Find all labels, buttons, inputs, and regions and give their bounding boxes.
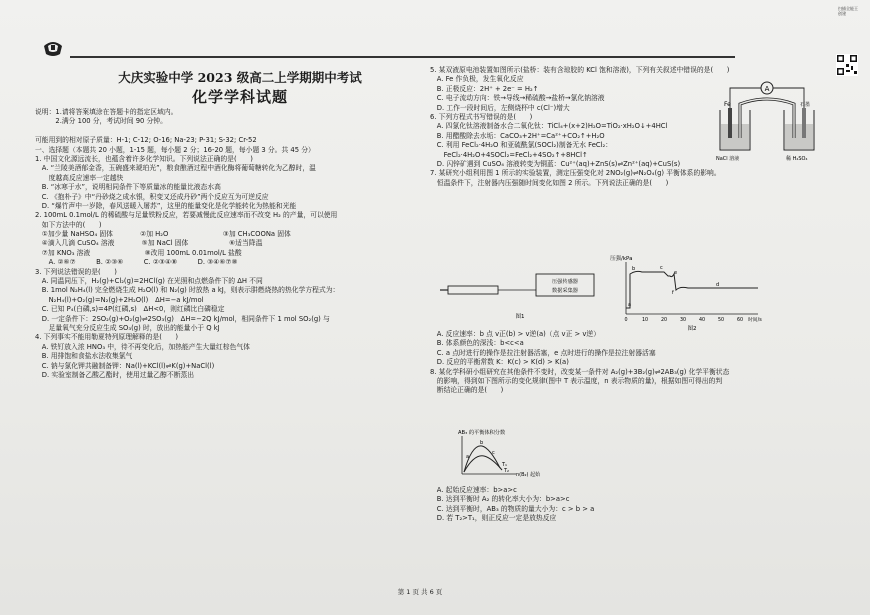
text-line: D. 实验室制备乙酸乙酯时，使用过量乙醇不断蒸出	[35, 370, 195, 379]
text-line: 一、选择题（本题共 20 小题，1-15 题，每小题 2 分；16-20 题，每小题 3 分。共 45 分）	[35, 145, 315, 154]
text-line: 可能用到的相对原子质量：H-1; C-12; O-16; Na-23; P-31; S-32; Cr-52	[35, 136, 257, 145]
x-tick: 40	[698, 318, 706, 323]
text-line: 7. 某研究小组利用图 1 所示的实验装置，测定压强变化对 2NO₂(g)⇌N₂O₄(g) 平衡体系的影响。	[430, 169, 721, 178]
figure-q7-pressure-chart	[608, 252, 768, 332]
text-line: A. 反应速率：b 点 v正(b) > v逆(a)（点 v正 > v逆）	[430, 330, 601, 338]
text-line: 断结论正确的是( )	[430, 386, 504, 395]
x-tick: 30	[679, 318, 687, 323]
text-line: D. 反应的平衡常数 K：K(c) > K(d) > K(a)	[430, 358, 569, 367]
curve-t2: T₂	[504, 468, 510, 474]
figure-q7-syringe	[440, 262, 600, 322]
text-line: B. 达到平衡时 A₂ 的转化率大小为：b>a>c	[430, 495, 570, 504]
exam-subtitle: 化学学科试题	[191, 88, 288, 106]
sensor-label: 压强传感器	[552, 279, 578, 285]
text-line	[35, 127, 420, 136]
text-line: 恒温条件下，注射器内压强随时间变化如图 2 所示。下列说法正确的是( )	[430, 178, 669, 187]
exam-title: 大庆实验中学 2023 级高二上学期期中考试	[118, 70, 362, 85]
x-tick: 0	[624, 318, 628, 323]
figure-q5-cell	[712, 78, 822, 162]
text-line: N₂H₄(l)+O₂(g)=N₂(g)+2H₂O(l) ΔH=−a kJ/mol	[35, 295, 204, 304]
text-line: B. “冰寒于水”，说明相同条件下等质量冰的能量比液态水高	[35, 183, 221, 192]
text-line: 4. 下列事实不能用勒夏特列原理解释的是( )	[35, 333, 179, 342]
q8-y-label: AB₃ 的平衡体积分数	[458, 430, 506, 436]
point-d: d	[716, 282, 720, 288]
q8-point-b: b	[480, 440, 484, 446]
text-line: C. 《抱朴子》中“丹砂烧之成水银，积变又还成丹砂”两个反应互为可逆反应	[35, 192, 269, 201]
text-line: C. 达到平衡时，AB₃ 的物质的量大小为：c > b > a	[430, 504, 595, 513]
text-line: 8. 某化学科研小组研究在其他条件不变时，改变某一条件对 A₂(g)+3B₂(g)⇌2AB₃(g) 化学平衡状态	[430, 367, 730, 376]
text-line: 2. 100mL 0.1mol/L 的稀硫酸与足量铁粉反应，若要减慢此反应速率而不改变 H₂ 的产量，可以使用	[35, 211, 338, 220]
y-axis-label: 压强/kPa	[610, 256, 633, 262]
text-line: B. 用排饱和食盐水法收集氯气	[35, 352, 133, 361]
text-line: D. 工作一段时间后，左侧烧杯中 c(Cl⁻)增大	[430, 103, 570, 112]
text-line: D. “爆竹声中一岁除，春风送暖入屠苏”，这里的能量变化是化学能转化为热能和光能	[35, 201, 297, 210]
text-line: A. 铁钉放入浓 HNO₃ 中，待不再变化后，加热能产生大量红棕色气体	[35, 342, 250, 351]
left-column	[35, 108, 420, 380]
text-line: ①加少量 NaHSO₄ 固体 ②加 H₂O ③加 CH₃COONa 固体	[35, 230, 291, 239]
x-tick: 60	[736, 318, 744, 323]
point-f: f	[672, 290, 674, 296]
text-line: C. 电子流动方向：铁→导线→稀硫酸→盐桥→氯化钠溶液	[430, 94, 605, 103]
point-a: a	[628, 302, 632, 308]
text-line: A. 四氯化钛溶液制备水合二氧化钛：TiCl₄+(x+2)H₂O=TiO₂·xH₂O↓+4HCl	[430, 122, 668, 131]
x-axis-label: 时间/s	[748, 318, 762, 323]
header-rule	[70, 56, 735, 58]
point-c: c	[660, 265, 663, 271]
text-line: C. 已知 P₄(白磷,s)=4P(红磷,s) ΔH<0，则红磷比白磷稳定	[35, 305, 225, 314]
x-ticks	[624, 317, 743, 323]
text-line: A. 起始反应速率：b>a>c	[430, 486, 517, 494]
text-line: 1. 中国文化源远流长，也蕴含着许多化学知识。下列说法正确的是( )	[35, 154, 253, 163]
figure-q8-equilibrium	[452, 428, 552, 484]
page-footer: 第 1 页 共 6 页	[397, 588, 443, 596]
x-tick: 50	[717, 318, 725, 323]
school-emblem-icon	[42, 36, 64, 58]
text-line: A. “兰陵美酒郁金香，玉碗盛来琥珀光”，粮食酿酒过程中酒化酶将葡萄糖转化为乙醇时，温	[35, 164, 316, 173]
text-line: 如下方法中的( )	[35, 220, 102, 229]
text-line: D. 一定条件下：2SO₂(g)+O₂(g)⇌2SO₃(g) ΔH=−2Q kJ/mol，相同条件下 1 mol SO₂(g) 与	[35, 314, 330, 323]
text-line: 足量氧气充分反应生成 SO₃(g) 时，放出的能量小于 Q kJ	[35, 323, 220, 332]
carbon-electrode-label: 石墨	[800, 102, 811, 108]
text-line: 说明：1.请将答案填涂在答题卡的指定区域内。	[35, 108, 178, 116]
text-line: D. 闪锌矿遇到 CuSO₄ 溶液转变为铜蓝：Cu²⁺(aq)+ZnS(s)⇌Zn²⁺(aq)+CuS(s)	[430, 159, 681, 168]
text-line: 的影响，得到如下图所示的变化规律(图中 T 表示温度，n 表示物质的量)，根据如图可得出的判	[430, 376, 723, 385]
x-tick: 20	[660, 318, 668, 323]
text-line: A. 同温同压下，H₂(g)+Cl₂(g)=2HCl(g) 在光照和点燃条件下的 ΔH 不同	[35, 277, 263, 286]
text-line: C. 利用 FeCl₂·4H₂O 和亚硫酰氯(SOCl₂)制备无水 FeCl₂：	[430, 141, 613, 150]
point-b: b	[632, 266, 636, 272]
scanner-label: 扫描全能王	[838, 6, 858, 11]
figure-2-caption: 图2	[687, 326, 697, 332]
curve-t1: T₁	[502, 462, 508, 468]
text-line: A. ②⑥⑦ B. ②③⑥ C. ②③④⑧ D. ③④⑥⑦⑧	[35, 258, 238, 267]
text-line: C. 钠与氯化钾共融制备钾：Na(l)+KCl(l)⇌K(g)+NaCl(l)	[35, 361, 215, 370]
ammeter-label: A	[764, 85, 770, 93]
right-solution-label: 稀 H₂SO₄	[786, 156, 808, 162]
q8-point-c: c	[492, 450, 495, 456]
text-line: B. 体系颜色的深浅：b<c<a	[430, 339, 524, 348]
scanner-watermark	[838, 6, 858, 50]
text-line: ⑦加 KNO₃ 溶液 ⑧改用 100mL 0.01mol/L 盐酸	[35, 248, 242, 257]
left-solution-label: NaCl 溶液	[716, 156, 740, 162]
right-column-q8-options	[430, 486, 830, 524]
qr-code-icon	[836, 54, 858, 76]
text-line: 2.满分 100 分，考试时间 90 分钟。	[35, 117, 167, 126]
collector-label: 数据采集器	[552, 288, 578, 294]
text-line: C. a 点时进行的操作是拉注射器活塞，e 点时进行的操作是拉注射器活塞	[430, 348, 656, 357]
right-column-q7-options	[430, 330, 830, 396]
figure-1-caption: 图1	[515, 314, 525, 320]
text-line: B. 1mol N₂H₄(l) 完全燃烧生成 H₂O(l) 和 N₂(g) 时放热 a kJ，则表示肼燃烧热的热化学方程式为：	[35, 286, 340, 295]
text-line: 3. 下列说法错误的是( )	[35, 267, 117, 276]
q8-point-a: a	[466, 454, 470, 460]
text-line: 5. 某双液原电池装置如图所示(盐桥：装有含琼胶的 KCl 饱和溶液)，下列有关叙述中错误的是( )	[430, 66, 730, 74]
text-line: 6. 下列方程式书写错误的是( )	[430, 112, 533, 121]
text-line: 度越高反应速率一定越快	[35, 173, 124, 182]
text-line: D. 若 T₂>T₁，则正反应一定是放热反应	[430, 514, 557, 523]
text-line: A. Fe 作负极，发生氧化反应	[430, 75, 524, 84]
fe-electrode-label: Fe	[724, 101, 731, 108]
q8-x-label: n(B₂) 起始	[516, 472, 541, 478]
text-line: FeCl₂·4H₂O+4SOCl₂=FeCl₂+4SO₂↑+8HCl↑	[430, 150, 588, 159]
point-e: e	[674, 270, 678, 276]
scanner-label-2: 创建	[838, 11, 846, 16]
text-line: B. 用醋酸除去水垢：CaCO₃+2H⁺=Ca²⁺+CO₂↑+H₂O	[430, 131, 605, 140]
text-line: ④滴入几滴 CuSO₄ 溶液 ⑤加 NaCl 固体 ⑥适当降温	[35, 239, 263, 248]
text-line: B. 正极反应：2H⁺ + 2e⁻ = H₂↑	[430, 84, 539, 93]
x-tick: 10	[641, 318, 649, 323]
